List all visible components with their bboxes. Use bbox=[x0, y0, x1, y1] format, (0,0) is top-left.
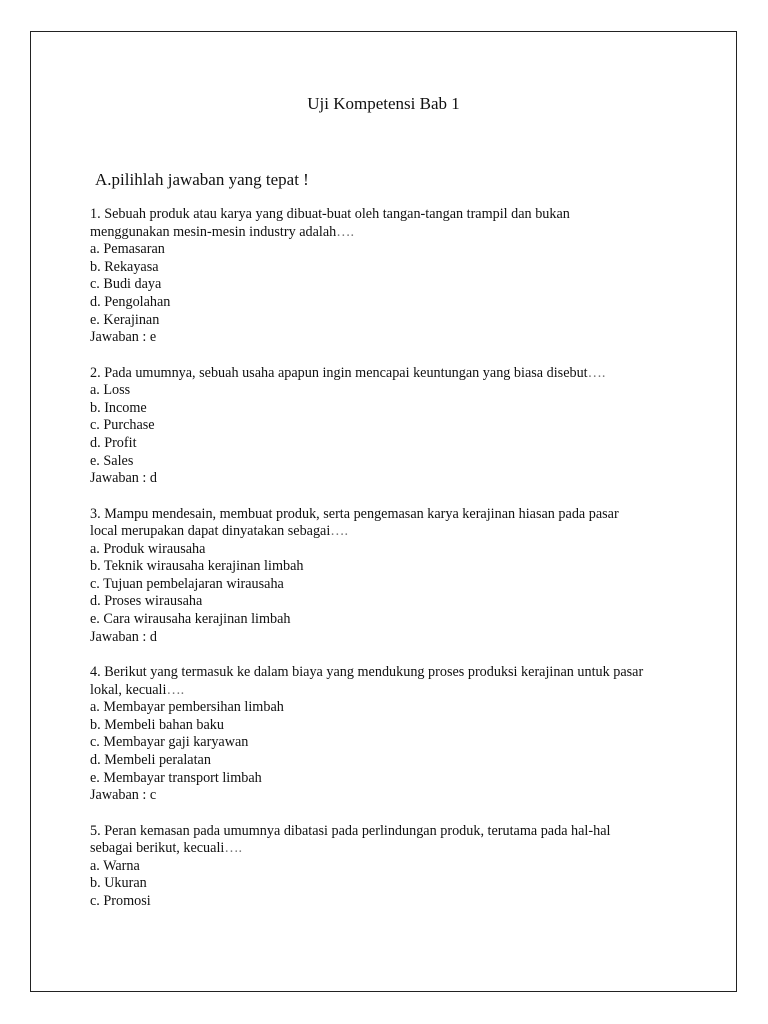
answer-option: b. Income bbox=[90, 399, 147, 416]
answer-option: d. Profit bbox=[90, 434, 137, 451]
question-item bbox=[90, 206, 700, 347]
question-stem-text: menggunakan mesin-mesin industry adalah bbox=[90, 223, 337, 240]
question-stem-line bbox=[90, 823, 700, 841]
answer-option: e. Sales bbox=[90, 452, 134, 469]
question-stem-line bbox=[90, 206, 700, 224]
question-stem-text: 4. Berikut yang termasuk ke dalam biaya yang mendukung proses produksi kerajinan untuk pasar bbox=[90, 664, 644, 681]
answer-option: c. Membayar gaji karyawan bbox=[90, 734, 249, 751]
section-heading: A.pilihlah jawaban yang tepat ! bbox=[95, 170, 309, 189]
question-ellipsis: …. bbox=[587, 364, 606, 381]
answer-key: Jawaban : d bbox=[90, 470, 157, 487]
question-stem-text: 1. Sebuah produk atau karya yang dibuat-buat oleh tangan-tangan trampil dan bukan bbox=[90, 206, 570, 222]
answer-option: c. Purchase bbox=[90, 417, 155, 434]
question-stem-text: 3. Mampu mendesain, membuat produk, serta pengemasan karya kerajinan hiasan pada pasar bbox=[90, 505, 619, 522]
question-stem-text: sebagai berikut, kecuali bbox=[90, 840, 225, 857]
question-item bbox=[90, 365, 700, 488]
question-stem-line bbox=[90, 224, 700, 242]
question-stem-line bbox=[90, 682, 700, 700]
question-stem-text: lokal, kecuali bbox=[90, 681, 167, 698]
question-stem-line bbox=[90, 664, 700, 682]
answer-option: a. Loss bbox=[90, 382, 131, 399]
answer-key: Jawaban : e bbox=[90, 329, 157, 346]
answer-key: Jawaban : d bbox=[90, 628, 157, 645]
question-item bbox=[90, 506, 700, 647]
question-list bbox=[90, 206, 700, 928]
question-stem-text: 5. Peran kemasan pada umumnya dibatasi pada perlindungan produk, terutama pada hal-hal bbox=[90, 822, 611, 839]
answer-option: d. Membeli peralatan bbox=[90, 752, 211, 769]
answer-option: b. Ukuran bbox=[90, 875, 147, 892]
document-page bbox=[30, 31, 737, 992]
question-item bbox=[90, 664, 700, 805]
page-title: Uji Kompetensi Bab 1 bbox=[307, 94, 460, 113]
answer-option: a. Produk wirausaha bbox=[90, 540, 206, 557]
answer-option: a. Membayar pembersihan limbah bbox=[90, 699, 284, 716]
answer-option: c. Budi daya bbox=[90, 276, 162, 293]
answer-option: d. Pengolahan bbox=[90, 293, 171, 310]
answer-option: a. Pemasaran bbox=[90, 241, 165, 258]
answer-option: b. Membeli bahan baku bbox=[90, 716, 224, 733]
answer-key: Jawaban : c bbox=[90, 787, 157, 804]
question-stem-line bbox=[90, 365, 700, 383]
answer-option: e. Membayar transport limbah bbox=[90, 769, 262, 786]
question-ellipsis: …. bbox=[166, 681, 185, 698]
question-ellipsis: …. bbox=[224, 840, 243, 857]
answer-option: c. Tujuan pembelajaran wirausaha bbox=[90, 575, 284, 592]
question-stem-line bbox=[90, 840, 700, 858]
answer-option: b. Teknik wirausaha kerajinan limbah bbox=[90, 558, 304, 575]
question-stem-text: local merupakan dapat dinyatakan sebagai bbox=[90, 523, 331, 540]
question-item bbox=[90, 823, 700, 911]
answer-option: d. Proses wirausaha bbox=[90, 593, 203, 610]
answer-option: e. Kerajinan bbox=[90, 311, 160, 328]
question-ellipsis: …. bbox=[336, 223, 354, 240]
answer-option: c. Promosi bbox=[90, 892, 151, 909]
question-ellipsis: …. bbox=[330, 523, 349, 540]
question-stem-line bbox=[90, 506, 700, 524]
answer-option: b. Rekayasa bbox=[90, 258, 159, 275]
answer-option: a. Warna bbox=[90, 857, 140, 874]
answer-option: e. Cara wirausaha kerajinan limbah bbox=[90, 611, 291, 628]
question-stem-text: 2. Pada umumnya, sebuah usaha apapun ingin mencapai keuntungan yang biasa disebut bbox=[90, 364, 588, 381]
question-stem-line bbox=[90, 523, 700, 541]
